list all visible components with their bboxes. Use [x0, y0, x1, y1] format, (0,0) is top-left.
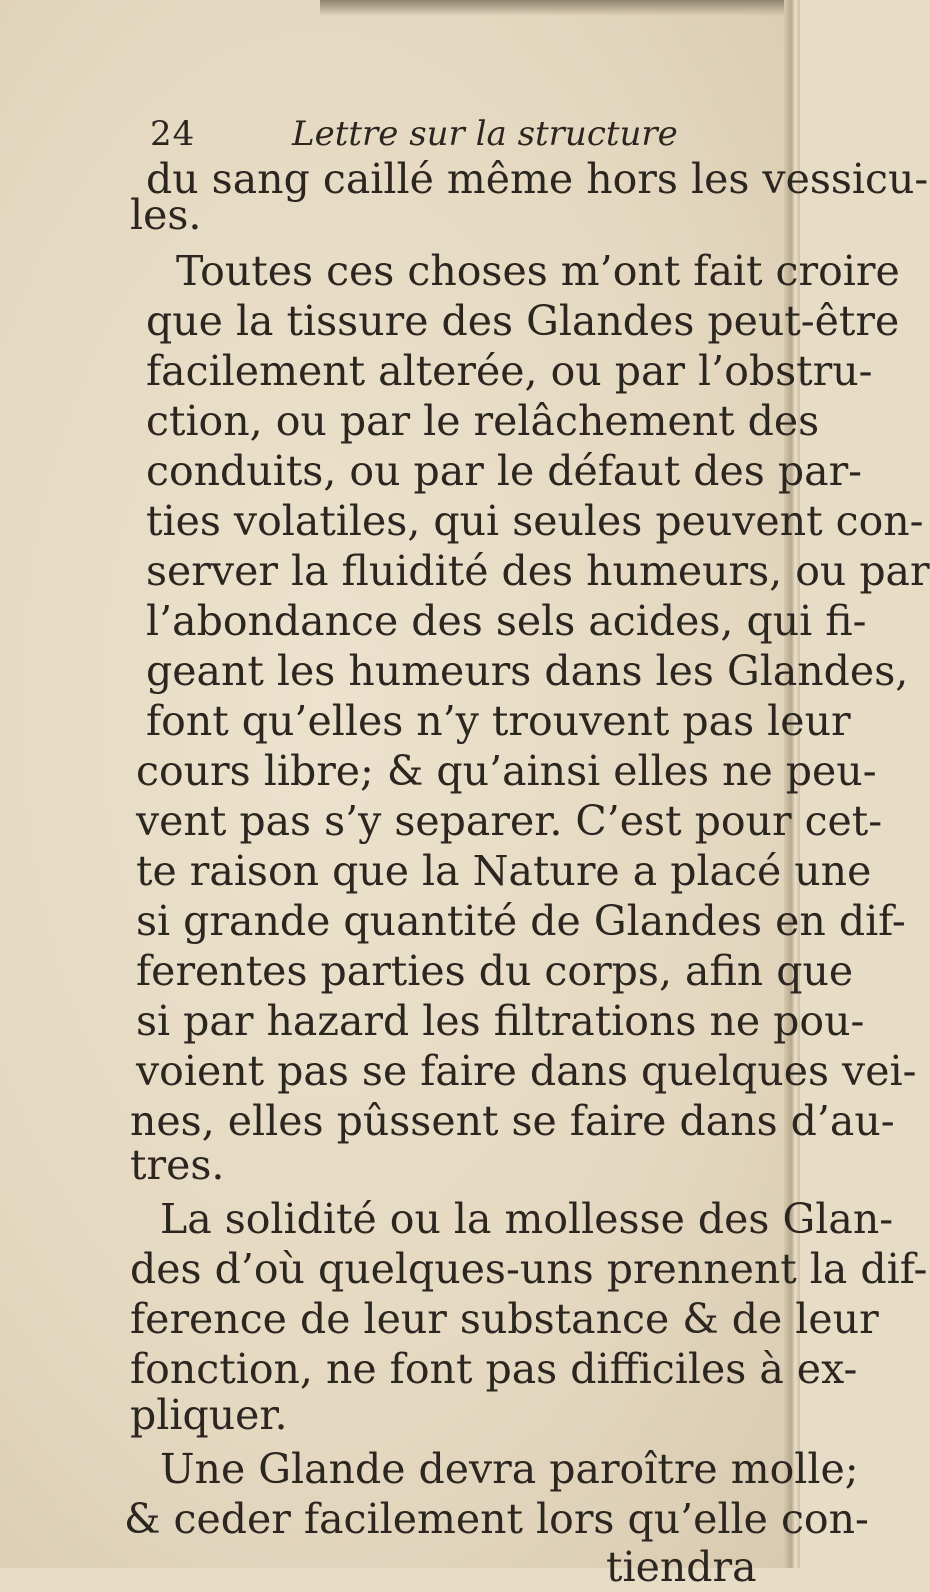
- text-line: les.: [130, 191, 202, 239]
- text-line: ction, ou par le relâchement des: [146, 397, 820, 445]
- text-line: La solidité ou la mollesse des Glan-: [160, 1195, 894, 1243]
- page-number: 24: [150, 114, 196, 154]
- text-line: voient pas se faire dans quelques vei-: [136, 1047, 917, 1095]
- catchword: tiendra: [606, 1543, 757, 1591]
- text-line: du sang caillé même hors les vessicu-: [146, 155, 929, 203]
- text-line: server la fluidité des humeurs, ou par: [146, 547, 930, 595]
- text-line: font qu’elles n’y trouvent pas leur: [146, 697, 851, 745]
- page-top-shadow: [320, 0, 800, 16]
- text-line: fonction, ne font pas difficiles à ex-: [130, 1345, 858, 1393]
- running-title: Lettre sur la structure: [292, 114, 678, 154]
- text-line: tres.: [130, 1141, 225, 1189]
- text-line: vent pas s’y separer. C’est pour cet-: [136, 797, 883, 845]
- text-line: Toutes ces choses m’ont fait croire: [176, 247, 900, 295]
- text-line: & ceder facilement lors qu’elle con-: [124, 1495, 869, 1543]
- text-line: ference de leur substance & de leur: [130, 1295, 879, 1343]
- text-line: conduits, ou par le défaut des par-: [146, 447, 863, 495]
- text-line: des d’où quelques-uns prennent la dif-: [130, 1245, 928, 1293]
- text-line: l’abondance des sels acides, qui fi-: [146, 597, 867, 645]
- text-line: facilement alterée, ou par l’obstru-: [146, 347, 873, 395]
- text-line: te raison que la Nature a placé une: [136, 847, 872, 895]
- text-line: ties volatiles, qui seules peuvent con-: [146, 497, 924, 545]
- text-line: si par hazard les filtrations ne pou-: [136, 997, 865, 1045]
- text-line: geant les humeurs dans les Glandes,: [146, 647, 909, 695]
- text-line: nes, elles pûssent se faire dans d’au-: [130, 1097, 895, 1145]
- text-line: pliquer.: [130, 1391, 288, 1439]
- page-header: [150, 114, 710, 158]
- text-line: Une Glande devra paroître molle;: [160, 1445, 859, 1493]
- text-line: ferentes parties du corps, afin que: [136, 947, 854, 995]
- text-line: si grande quantité de Glandes en dif-: [136, 897, 906, 945]
- text-line: que la tissure des Glandes peut-être: [146, 297, 900, 345]
- text-line: cours libre; & qu’ainsi elles ne peu-: [136, 747, 877, 795]
